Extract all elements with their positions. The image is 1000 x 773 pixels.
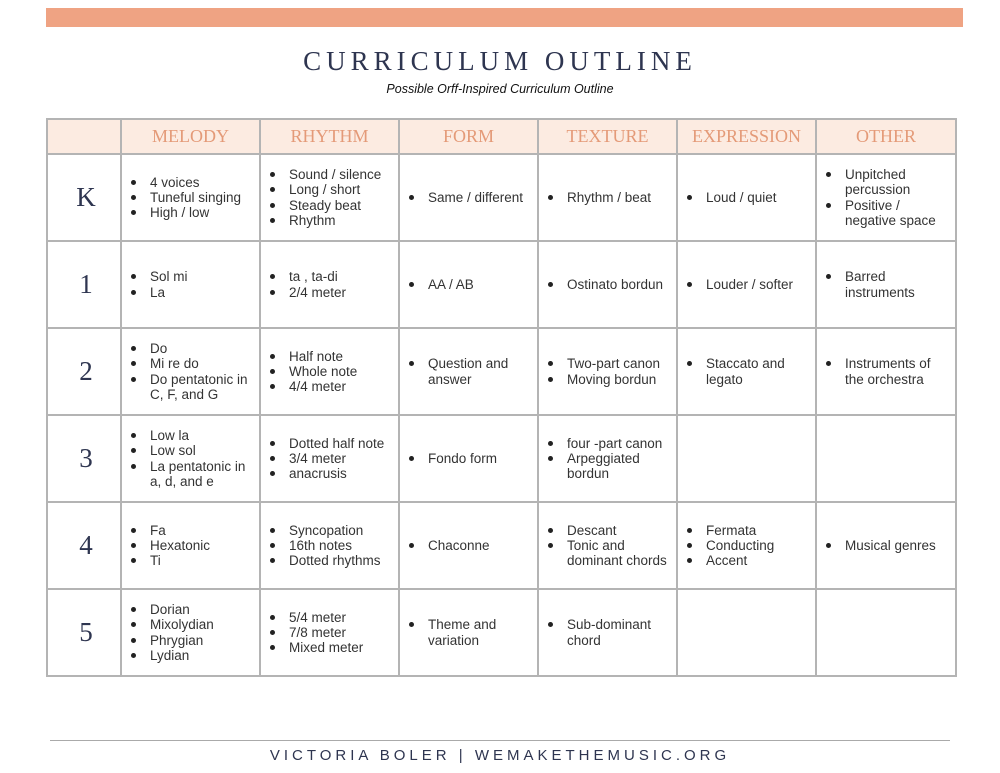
form-cell: [399, 154, 538, 241]
table-row: [47, 415, 956, 502]
grade-label: K: [47, 154, 121, 241]
grade-label: 2: [47, 328, 121, 415]
list-item: 4/4 meter: [269, 379, 394, 394]
list-item: Rhythm / beat: [547, 190, 672, 205]
list-item: La pentatonic in a, d, and e: [130, 459, 255, 489]
list-item: Long / short: [269, 182, 394, 197]
list-item: ta , ta-di: [269, 269, 394, 284]
melody-cell: [121, 589, 260, 676]
list-item: Syncopation: [269, 523, 394, 538]
form-cell: [399, 328, 538, 415]
list-item: 5/4 meter: [269, 610, 394, 625]
texture-cell: [538, 328, 677, 415]
list-item: 16th notes: [269, 538, 394, 553]
bullet-list: [408, 356, 533, 386]
list-item: Positive / negative space: [825, 198, 951, 228]
other-cell: [816, 328, 956, 415]
list-item: Fa: [130, 523, 255, 538]
list-item: Two-part canon: [547, 356, 672, 371]
bullet-list: [408, 617, 533, 647]
bullet-list: [686, 277, 811, 292]
bullet-list: [130, 341, 255, 402]
list-item: Mi re do: [130, 356, 255, 371]
list-item: 4 voices: [130, 175, 255, 190]
bullet-list: [408, 190, 533, 205]
other-cell: [816, 589, 956, 676]
list-item: Louder / softer: [686, 277, 811, 292]
header-other: OTHER: [816, 119, 956, 154]
bullet-list: [269, 610, 394, 656]
form-cell: [399, 241, 538, 328]
bullet-list: [130, 175, 255, 221]
expression-cell: [677, 502, 816, 589]
curriculum-table: [46, 118, 957, 677]
footer-credit: VICTORIA BOLER | WEMAKETHEMUSIC.ORG: [269, 747, 731, 764]
grade-label: 5: [47, 589, 121, 676]
list-item: Accent: [686, 553, 811, 568]
table-row: [47, 154, 956, 241]
bullet-list: [130, 602, 255, 663]
rhythm-cell: [260, 415, 399, 502]
list-item: AA / AB: [408, 277, 533, 292]
bullet-list: [825, 167, 951, 228]
list-item: Dotted rhythms: [269, 553, 394, 568]
list-item: Theme and variation: [408, 617, 533, 647]
list-item: Loud / quiet: [686, 190, 811, 205]
rhythm-cell: [260, 328, 399, 415]
header-texture: TEXTURE: [538, 119, 677, 154]
list-item: Do: [130, 341, 255, 356]
bullet-list: [825, 356, 951, 386]
bullet-list: [408, 277, 533, 292]
bullet-list: [269, 167, 394, 228]
list-item: High / low: [130, 205, 255, 220]
bullet-list: [130, 269, 255, 299]
melody-cell: [121, 415, 260, 502]
list-item: Whole note: [269, 364, 394, 379]
melody-cell: [121, 502, 260, 589]
list-item: Question and answer: [408, 356, 533, 386]
list-item: Tonic and dominant chords: [547, 538, 672, 568]
list-item: Conducting: [686, 538, 811, 553]
bullet-list: [547, 190, 672, 205]
list-item: La: [130, 285, 255, 300]
expression-cell: [677, 415, 816, 502]
form-cell: [399, 502, 538, 589]
bullet-list: [547, 356, 672, 386]
list-item: Arpeggiated bordun: [547, 451, 672, 481]
rhythm-cell: [260, 241, 399, 328]
list-item: Mixolydian: [130, 617, 255, 632]
bullet-list: [269, 523, 394, 569]
table-row: [47, 589, 956, 676]
list-item: Chaconne: [408, 538, 533, 553]
list-item: Do pentatonic in C, F, and G: [130, 372, 255, 402]
bullet-list: [408, 538, 533, 553]
grade-label: 1: [47, 241, 121, 328]
bullet-list: [686, 356, 811, 386]
bullet-list: [269, 269, 394, 299]
texture-cell: [538, 154, 677, 241]
list-item: anacrusis: [269, 466, 394, 481]
bullet-list: [825, 538, 951, 553]
melody-cell: [121, 154, 260, 241]
bullet-list: [825, 269, 951, 299]
list-item: Lydian: [130, 648, 255, 663]
texture-cell: [538, 589, 677, 676]
table-row: [47, 328, 956, 415]
melody-cell: [121, 328, 260, 415]
list-item: Phrygian: [130, 633, 255, 648]
bullet-list: [686, 523, 811, 569]
top-accent-bar: [46, 8, 963, 27]
rhythm-cell: [260, 589, 399, 676]
list-item: Moving bordun: [547, 372, 672, 387]
list-item: Mixed meter: [269, 640, 394, 655]
rhythm-cell: [260, 154, 399, 241]
list-item: 3/4 meter: [269, 451, 394, 466]
list-item: Sub-dominant chord: [547, 617, 672, 647]
bullet-list: [130, 428, 255, 489]
list-item: Fermata: [686, 523, 811, 538]
other-cell: [816, 154, 956, 241]
grade-label: 4: [47, 502, 121, 589]
list-item: 7/8 meter: [269, 625, 394, 640]
list-item: Hexatonic: [130, 538, 255, 553]
list-item: Half note: [269, 349, 394, 364]
bullet-list: [547, 523, 672, 569]
page-title: CURRICULUM OUTLINE: [303, 46, 697, 76]
list-item: Unpitched percussion: [825, 167, 951, 197]
bullet-list: [269, 436, 394, 482]
melody-cell: [121, 241, 260, 328]
list-item: Low sol: [130, 443, 255, 458]
form-cell: [399, 589, 538, 676]
list-item: Sound / silence: [269, 167, 394, 182]
list-item: Ostinato bordun: [547, 277, 672, 292]
bullet-list: [130, 523, 255, 569]
list-item: Descant: [547, 523, 672, 538]
list-item: Fondo form: [408, 451, 533, 466]
list-item: 2/4 meter: [269, 285, 394, 300]
other-cell: [816, 502, 956, 589]
list-item: Rhythm: [269, 213, 394, 228]
header-expression: EXPRESSION: [677, 119, 816, 154]
list-item: Dorian: [130, 602, 255, 617]
list-item: Same / different: [408, 190, 533, 205]
table-header-row: [47, 119, 956, 154]
rhythm-cell: [260, 502, 399, 589]
list-item: Musical genres: [825, 538, 951, 553]
list-item: Barred instruments: [825, 269, 951, 299]
bullet-list: [686, 190, 811, 205]
texture-cell: [538, 415, 677, 502]
footer-divider: [50, 740, 950, 741]
bullet-list: [269, 349, 394, 395]
bullet-list: [547, 617, 672, 647]
list-item: four -part canon: [547, 436, 672, 451]
header-melody: MELODY: [121, 119, 260, 154]
table-body: [47, 154, 956, 676]
header-form: FORM: [399, 119, 538, 154]
list-item: Instruments of the orchestra: [825, 356, 951, 386]
list-item: Steady beat: [269, 198, 394, 213]
bullet-list: [547, 436, 672, 482]
list-item: Low la: [130, 428, 255, 443]
expression-cell: [677, 154, 816, 241]
table-row: [47, 241, 956, 328]
bullet-list: [408, 451, 533, 466]
other-cell: [816, 241, 956, 328]
table-row: [47, 502, 956, 589]
page-subtitle: Possible Orff-Inspired Curriculum Outline: [386, 82, 614, 96]
grade-label: 3: [47, 415, 121, 502]
expression-cell: [677, 241, 816, 328]
expression-cell: [677, 328, 816, 415]
texture-cell: [538, 502, 677, 589]
list-item: Tuneful singing: [130, 190, 255, 205]
list-item: Ti: [130, 553, 255, 568]
header-grade: [47, 119, 121, 154]
expression-cell: [677, 589, 816, 676]
list-item: Sol mi: [130, 269, 255, 284]
other-cell: [816, 415, 956, 502]
bullet-list: [547, 277, 672, 292]
form-cell: [399, 415, 538, 502]
header-rhythm: RHYTHM: [260, 119, 399, 154]
list-item: Dotted half note: [269, 436, 394, 451]
texture-cell: [538, 241, 677, 328]
list-item: Staccato and legato: [686, 356, 811, 386]
